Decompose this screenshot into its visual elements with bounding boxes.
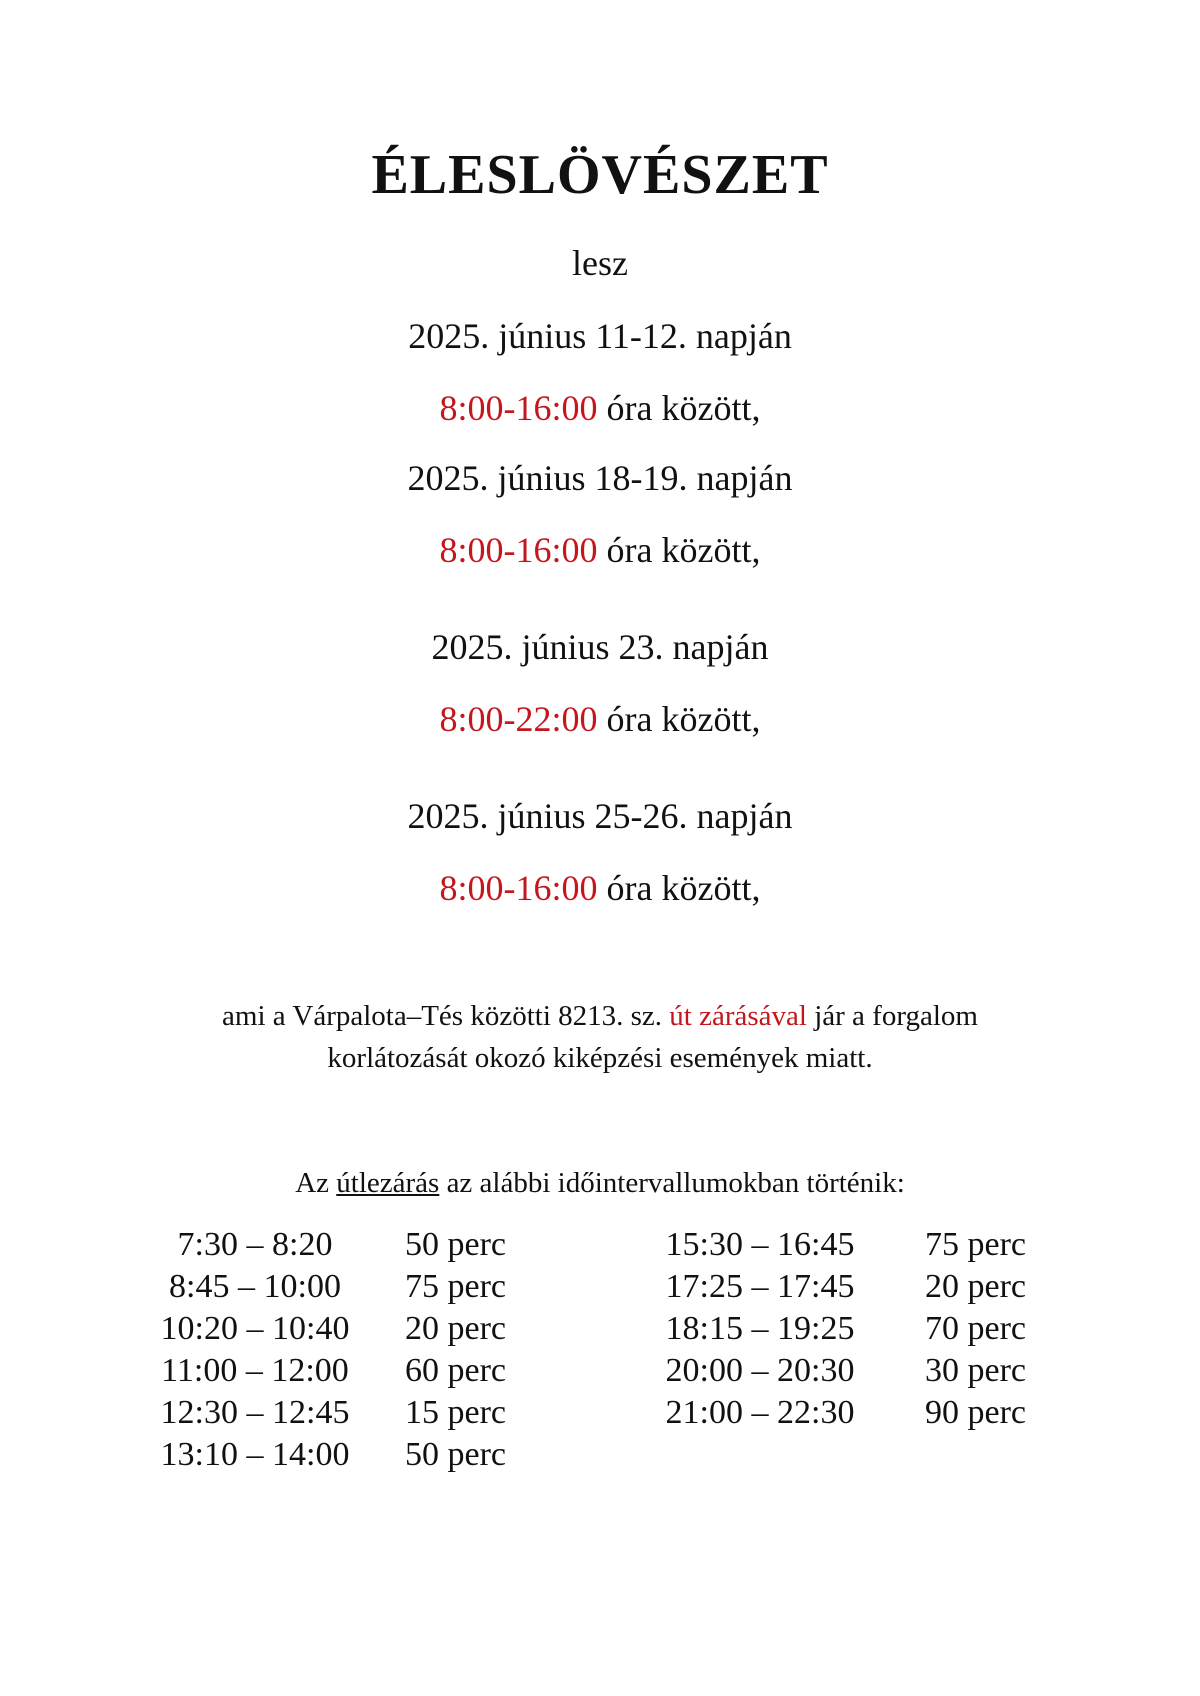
closure-row [150, 1308, 506, 1350]
closure-intro-text: Az [295, 1167, 337, 1199]
schedule-time: 8:00-16:00 [439, 388, 598, 428]
closure-duration: 50 perc [405, 1226, 507, 1263]
closure-duration: 75 perc [925, 1226, 1027, 1263]
explanation-highlight: út zárásával [669, 1000, 807, 1032]
closure-duration: 50 perc [405, 1436, 507, 1473]
page-title: ÉLESLÖVÉSZET [371, 144, 829, 206]
schedule-date: 2025. június 23. napján [431, 627, 769, 667]
schedule-time-line [0, 696, 1200, 742]
schedule-date: 2025. június 11-12. napján [408, 316, 792, 356]
explanation-text: ami a Várpalota–Tés közötti 8213. sz. [222, 1000, 670, 1032]
schedule-date: 2025. június 18-19. napján [407, 458, 793, 498]
closure-list-right [650, 1224, 1026, 1434]
closure-duration: 20 perc [405, 1310, 507, 1347]
closure-duration: 90 perc [925, 1394, 1027, 1431]
closure-range: 17:25 – 17:45 [665, 1268, 855, 1305]
closure-range: 8:45 – 10:00 [169, 1268, 341, 1305]
schedule-time-suffix: óra között, [597, 699, 761, 739]
schedule-time-suffix: óra között, [597, 388, 761, 428]
closure-range: 13:10 – 14:00 [160, 1436, 350, 1473]
closure-row [650, 1350, 1026, 1392]
subtitle: lesz [572, 243, 628, 283]
closure-duration: 60 perc [405, 1352, 507, 1389]
closure-range: 20:00 – 20:30 [665, 1352, 855, 1389]
closure-list-left [150, 1224, 506, 1476]
explanation-line-1 [120, 995, 1080, 1037]
closure-row [650, 1266, 1026, 1308]
closure-range: 18:15 – 19:25 [665, 1310, 855, 1347]
closure-range: 10:20 – 10:40 [160, 1310, 350, 1347]
closure-intro-text: az alábbi időintervallumokban történik: [439, 1167, 905, 1199]
closure-duration: 20 perc [925, 1268, 1027, 1305]
closure-duration: 15 perc [405, 1394, 507, 1431]
closure-row [150, 1266, 506, 1308]
closure-row [150, 1434, 506, 1476]
schedule-time-line [0, 385, 1200, 431]
schedule-date: 2025. június 25-26. napján [407, 796, 793, 836]
closure-row [150, 1350, 506, 1392]
closure-range: 7:30 – 8:20 [177, 1226, 333, 1263]
closure-intro [0, 1163, 1200, 1203]
schedule-time-line [0, 527, 1200, 573]
closure-range: 21:00 – 22:30 [665, 1394, 855, 1431]
closure-duration: 30 perc [925, 1352, 1027, 1389]
explanation-text: jár a forgalom [806, 1000, 978, 1032]
closure-row [650, 1392, 1026, 1434]
schedule-time: 8:00-22:00 [439, 699, 598, 739]
closure-range: 11:00 – 12:00 [161, 1352, 349, 1389]
closure-range: 15:30 – 16:45 [665, 1226, 855, 1263]
closure-intro-underlined: útlezárás [336, 1167, 440, 1199]
closure-row [150, 1224, 506, 1266]
closure-row [650, 1308, 1026, 1350]
closure-range: 12:30 – 12:45 [160, 1394, 350, 1431]
schedule-time-suffix: óra között, [597, 530, 761, 570]
schedule-time-suffix: óra között, [597, 868, 761, 908]
closure-row [650, 1224, 1026, 1266]
schedule-time: 8:00-16:00 [439, 530, 598, 570]
closure-duration: 70 perc [925, 1310, 1027, 1347]
closure-row [150, 1392, 506, 1434]
explanation-paragraph [120, 995, 1080, 1079]
schedule-time: 8:00-16:00 [439, 868, 598, 908]
explanation-line-2: korlátozását okozó kiképzési események miatt. [327, 1042, 873, 1074]
closure-duration: 75 perc [405, 1268, 507, 1305]
schedule-time-line [0, 865, 1200, 911]
